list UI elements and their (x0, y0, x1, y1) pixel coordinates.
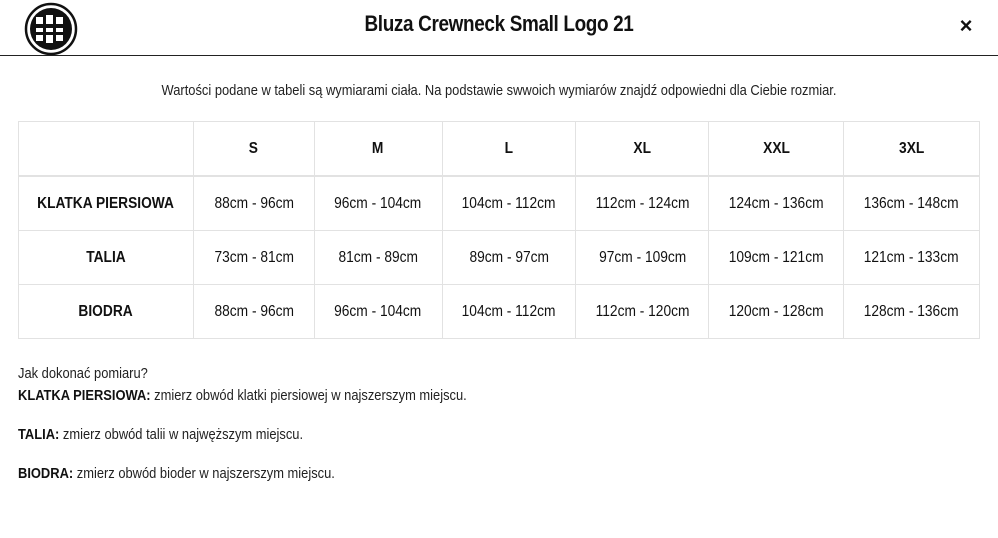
size-column-header: L (442, 122, 576, 177)
size-table (18, 121, 980, 339)
table-cell: 112cm - 124cm (576, 176, 709, 231)
instruction-desc: zmierz obwód bioder w najszerszym miejscu. (73, 465, 335, 482)
row-label: BIODRA (19, 285, 194, 339)
instruction-waist (18, 426, 467, 443)
table-cell: 97cm - 109cm (576, 231, 709, 285)
instruction-desc: zmierz obwód talii w najwęższym miejscu. (59, 426, 304, 443)
instruction-term: KLATKA PIERSIOWA: (18, 387, 151, 404)
size-column-header: XL (576, 122, 709, 177)
table-cell: 109cm - 121cm (709, 231, 844, 285)
table-cell: 128cm - 136cm (844, 285, 980, 339)
table-cell: 121cm - 133cm (844, 231, 980, 285)
instruction-hips (18, 465, 467, 482)
measurement-instructions (18, 365, 540, 504)
row-label: KLATKA PIERSIOWA (19, 176, 194, 231)
table-row (19, 285, 980, 339)
close-icon[interactable]: × (959, 13, 973, 38)
size-column-header: 3XL (844, 122, 980, 177)
table-cell: 112cm - 120cm (576, 285, 709, 339)
table-cell: 88cm - 96cm (193, 176, 314, 231)
table-row (19, 231, 980, 285)
table-cell: 124cm - 136cm (709, 176, 844, 231)
row-label: TALIA (19, 231, 194, 285)
table-cell: 104cm - 112cm (442, 176, 576, 231)
instruction-chest (18, 387, 467, 404)
modal-header (0, 0, 998, 56)
modal-title: Bluza Crewneck Small Logo 21 (364, 11, 634, 36)
size-column-header: M (314, 122, 442, 177)
table-cell: 73cm - 81cm (193, 231, 314, 285)
table-cell: 81cm - 89cm (314, 231, 442, 285)
table-row (19, 176, 980, 231)
table-cell: 136cm - 148cm (844, 176, 980, 231)
table-cell: 104cm - 112cm (442, 285, 576, 339)
size-column-header: XXL (709, 122, 844, 177)
table-cell: 96cm - 104cm (314, 285, 442, 339)
table-cell: 88cm - 96cm (193, 285, 314, 339)
table-cell: 96cm - 104cm (314, 176, 442, 231)
table-corner-cell (19, 122, 194, 177)
table-header-row (19, 122, 980, 177)
instruction-term: BIODRA: (18, 465, 74, 482)
table-cell: 120cm - 128cm (709, 285, 844, 339)
instructions-question: Jak dokonać pomiaru? (18, 365, 148, 382)
table-cell: 89cm - 97cm (442, 231, 576, 285)
intro-text: Wartości podane w tabeli są wymiarami ciała. Na podstawie swwoich wymiarów znajdź odpowiedni dla Ciebie rozmiar. (161, 82, 837, 99)
instruction-desc: zmierz obwód klatki piersiowej w najszerszym miejscu. (150, 387, 467, 404)
instruction-term: TALIA: (18, 426, 60, 443)
size-column-header: S (193, 122, 314, 177)
